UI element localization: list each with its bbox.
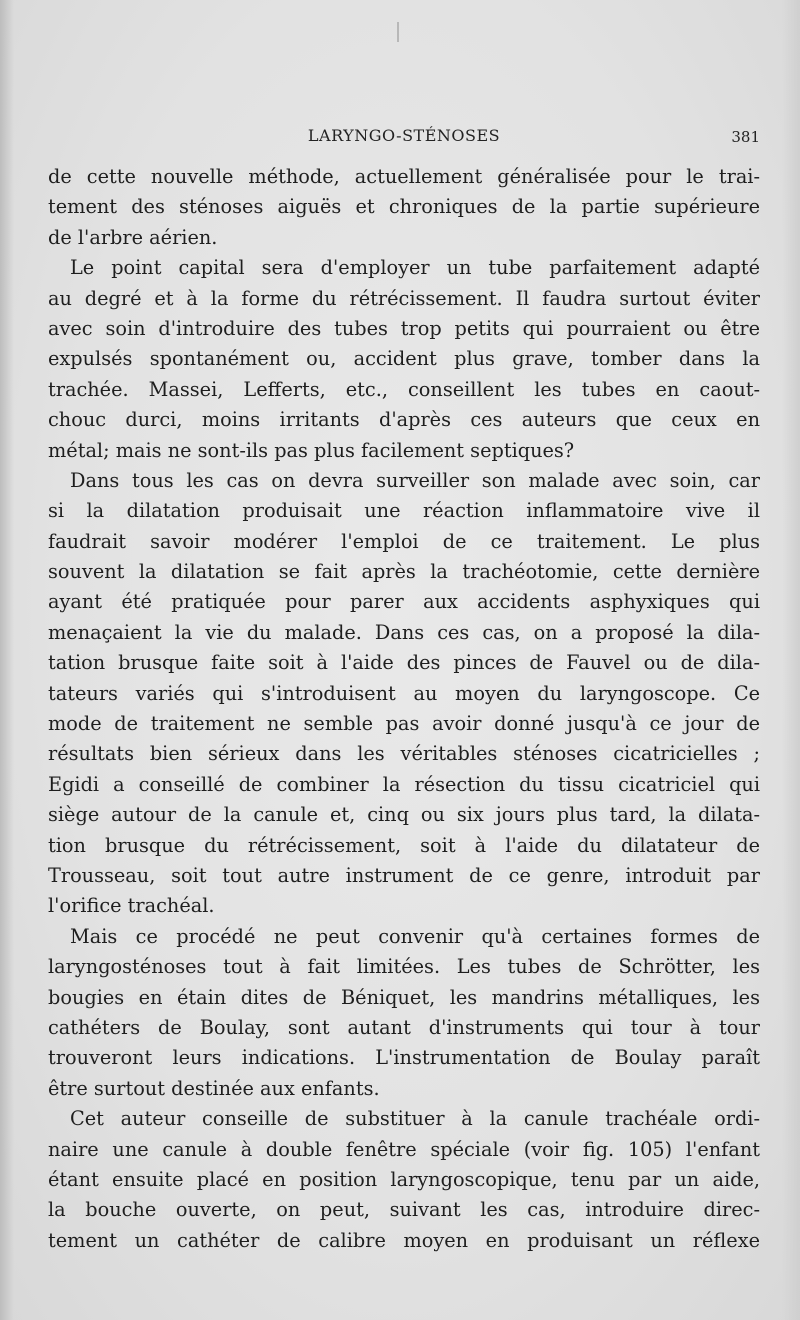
- text-line: expulsés spontanément ou, accident plus grave, tomber dans la: [48, 347, 760, 371]
- text-line: tateurs variés qui s'introduisent au moyen du laryngoscope. Ce: [48, 681, 760, 705]
- text-line: tement des sténoses aiguës et chroniques de la partie supérieure: [48, 195, 760, 219]
- text-line: résultats bien sérieux dans les véritables sténoses cicatricielles ;: [48, 742, 760, 766]
- text-line: ayant été pratiquée pour parer aux accidents asphyxiques qui: [48, 590, 760, 614]
- text-line: si la dilatation produisait une réaction inflammatoire vive il: [48, 499, 760, 523]
- text-line: au degré et à la forme du rétrécissement. Il faudra surtout éviter: [48, 286, 760, 310]
- text-line: de cette nouvelle méthode, actuellement généralisée pour le trai-: [48, 165, 760, 188]
- text-line: la bouche ouverte, on peut, suivant les cas, introduire direc-: [48, 1198, 760, 1222]
- text-line: souvent la dilatation se fait après la trachéotomie, cette dernière: [48, 560, 760, 584]
- text-line: faudrait savoir modérer l'emploi de ce traitement. Le plus: [48, 529, 760, 553]
- text-line: chouc durci, moins irritants d'après ces auteurs que ceux en: [48, 408, 760, 432]
- text-line: trachée. Massei, Lefferts, etc., conseillent les tubes en caout-: [48, 377, 760, 401]
- text-line: tement un cathéter de calibre moyen en produisant un réflexe: [48, 1228, 760, 1252]
- paragraph: [48, 253, 760, 466]
- paragraph: [48, 162, 760, 253]
- text-line: cathéters de Boulay, sont autant d'instruments qui tour à tour: [48, 1015, 760, 1039]
- text-line: Dans tous les cas on devra surveiller son malade avec soin, car: [70, 468, 760, 492]
- text-line: Cet auteur conseille de substituer à la canule trachéale ordi-: [70, 1107, 760, 1131]
- text-line: Trousseau, soit tout autre instrument de ce genre, introduit par: [48, 863, 760, 887]
- text-line: avec soin d'introduire des tubes trop petits qui pourraient ou être: [48, 316, 760, 340]
- text-line: trouveront leurs indications. L'instrumentation de Boulay paraît: [48, 1046, 760, 1070]
- text-line: mode de traitement ne semble pas avoir donné jusqu'à ce jour de: [48, 712, 760, 736]
- text-line: siège autour de la canule et, cinq ou six jours plus tard, la dilata-: [48, 803, 760, 827]
- text-line: l'orifice trachéal.: [48, 894, 215, 918]
- text-line: Mais ce procédé ne peut convenir qu'à certaines formes de: [70, 924, 760, 948]
- paragraph: [48, 922, 760, 1104]
- text-line: métal; mais ne sont-ils pas plus facilement septiques?: [48, 438, 575, 462]
- text-line: de l'arbre aérien.: [48, 225, 218, 249]
- text-line: laryngosténoses tout à fait limitées. Les tubes de Schrötter, les: [48, 955, 760, 979]
- running-head: [48, 126, 760, 156]
- text-line: Egidi a conseillé de combiner la résection du tissu cicatriciel qui: [48, 772, 760, 796]
- text-line: menaçaient la vie du malade. Dans ces cas, on a proposé la dila-: [48, 620, 760, 644]
- text-line: être surtout destinée aux enfants.: [48, 1076, 380, 1100]
- paragraph: [48, 1104, 760, 1256]
- running-title: LARYNGO-STÉNOSES: [307, 126, 501, 145]
- text-line: tation brusque faite soit à l'aide des pinces de Fauvel ou de dila-: [48, 651, 760, 675]
- scan-mark: [397, 22, 399, 42]
- page-number: 381: [731, 128, 760, 146]
- text-line: tion brusque du rétrécissement, soit à l'aide du dilatateur de: [48, 833, 760, 857]
- body-text: [48, 162, 760, 1256]
- paragraph: [48, 466, 760, 922]
- text-line: naire une canule à double fenêtre spéciale (voir fig. 105) l'enfant: [48, 1137, 760, 1161]
- text-line: Le point capital sera d'employer un tube parfaitement adapté: [70, 256, 760, 280]
- text-line: étant ensuite placé en position laryngoscopique, tenu par un aide,: [48, 1167, 760, 1191]
- text-line: bougies en étain dites de Béniquet, les mandrins métalliques, les: [48, 985, 760, 1009]
